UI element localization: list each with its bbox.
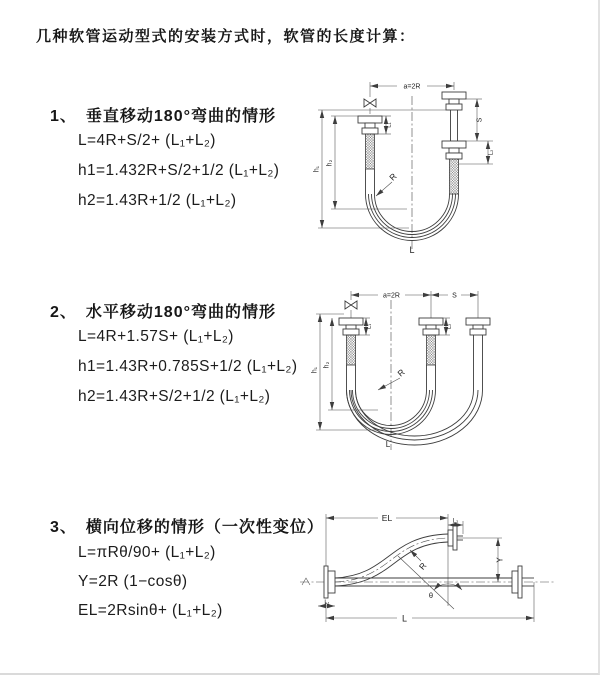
flange-left — [324, 566, 335, 598]
dim-s — [466, 99, 493, 141]
dim-label-el: EL — [381, 513, 393, 523]
radius-callout — [376, 171, 399, 196]
dim-label-theta: θ — [428, 591, 434, 600]
dim-label-l2: L₂ — [452, 518, 459, 525]
dim-label-r: R — [416, 560, 429, 572]
braided-hose-section — [347, 335, 356, 365]
formula-line: L=4R+S/2+ (L₁+L₂) — [78, 132, 216, 149]
braided-hose-section — [366, 134, 375, 169]
formula-line: Y=2R (1−cosθ) — [78, 573, 188, 590]
dim-label-a2r: a=2R — [403, 83, 421, 91]
dim-l-total — [326, 582, 534, 624]
diagram-horizontal-180-bend — [308, 270, 568, 455]
section-number: 3、 — [50, 519, 77, 536]
section-2-heading — [50, 299, 276, 322]
dim-label-h2: h₂ — [323, 361, 331, 369]
section-number: 2、 — [50, 304, 77, 321]
dim-label-r: R — [387, 171, 399, 183]
dim-label-h1: h₁ — [313, 165, 321, 173]
dim-label-s: S — [452, 292, 457, 300]
valve-icon — [345, 301, 357, 309]
dim-label-l-total: L — [385, 440, 391, 449]
flange-stack-middle — [419, 318, 443, 365]
formula-line: h2=1.43R+S/2+1/2 (L₁+L₂) — [78, 388, 271, 405]
flange-stack-left — [339, 318, 363, 365]
section-heading-text: 横向位移的情形（一次性变位） — [85, 519, 324, 536]
dim-label-l2: L₂ — [488, 149, 495, 156]
angle-theta — [398, 556, 462, 609]
braided-hose-section — [450, 159, 459, 194]
diagram-vertical-180-bend — [312, 66, 562, 256]
dim-y — [457, 538, 505, 582]
flange-stack-left — [358, 116, 382, 169]
formula-line: h1=1.43R+0.785S+1/2 (L₁+L₂) — [78, 358, 298, 375]
formula-line: h2=1.43R+1/2 (L₁+L₂) — [78, 192, 237, 209]
dim-label-l2: L₂ — [446, 323, 453, 330]
formula-line: EL=2Rsinθ+ (L₁+L₂) — [78, 602, 223, 619]
dim-label-a2r: a=2R — [383, 292, 400, 300]
dim-label-l-total: L — [409, 245, 415, 255]
page-title: 几种软管运动型式的安装方式时，软管的长度计算： — [36, 28, 416, 45]
dim-label-l1: L₁ — [386, 122, 393, 128]
section-3-heading — [50, 514, 324, 537]
dim-label-l1: L₁ — [366, 323, 373, 330]
dim-label-l1: L₁ — [324, 600, 330, 606]
centerline-end-mark — [302, 578, 310, 585]
dim-label-s: S — [476, 117, 484, 123]
formula-line: h1=1.432R+S/2+1/2 (L₁+L₂) — [78, 162, 280, 179]
dim-s — [431, 291, 478, 318]
dim-label-y: Y — [495, 557, 505, 563]
dim-label-h1: h₁ — [311, 366, 319, 374]
section-heading-text: 垂直移动180°弯曲的情形 — [85, 108, 277, 125]
flange-stack-right — [466, 318, 490, 390]
dim-label-r: R — [395, 366, 407, 379]
hose-u-curve-position-2 — [347, 390, 483, 445]
dim-h1 — [314, 110, 451, 228]
formula-line: L=4R+1.57S+ (L₁+L₂) — [78, 328, 234, 345]
dim-l1 — [318, 600, 335, 606]
dim-label-l: L — [401, 613, 408, 624]
radius-callout — [410, 550, 429, 572]
braided-hose-section — [427, 335, 436, 365]
valve-icon — [364, 99, 376, 107]
dim-label-h2: h₂ — [326, 159, 334, 167]
radius-callout — [378, 367, 407, 390]
section-number: 1、 — [50, 108, 77, 125]
formula-line: L=πRθ/90+ (L₁+L₂) — [78, 544, 216, 561]
diagram-lateral-displacement — [298, 478, 595, 645]
section-1-heading — [50, 103, 276, 126]
section-heading-text: 水平移动180°弯曲的情形 — [85, 304, 277, 321]
flange-stack-right — [442, 92, 466, 194]
